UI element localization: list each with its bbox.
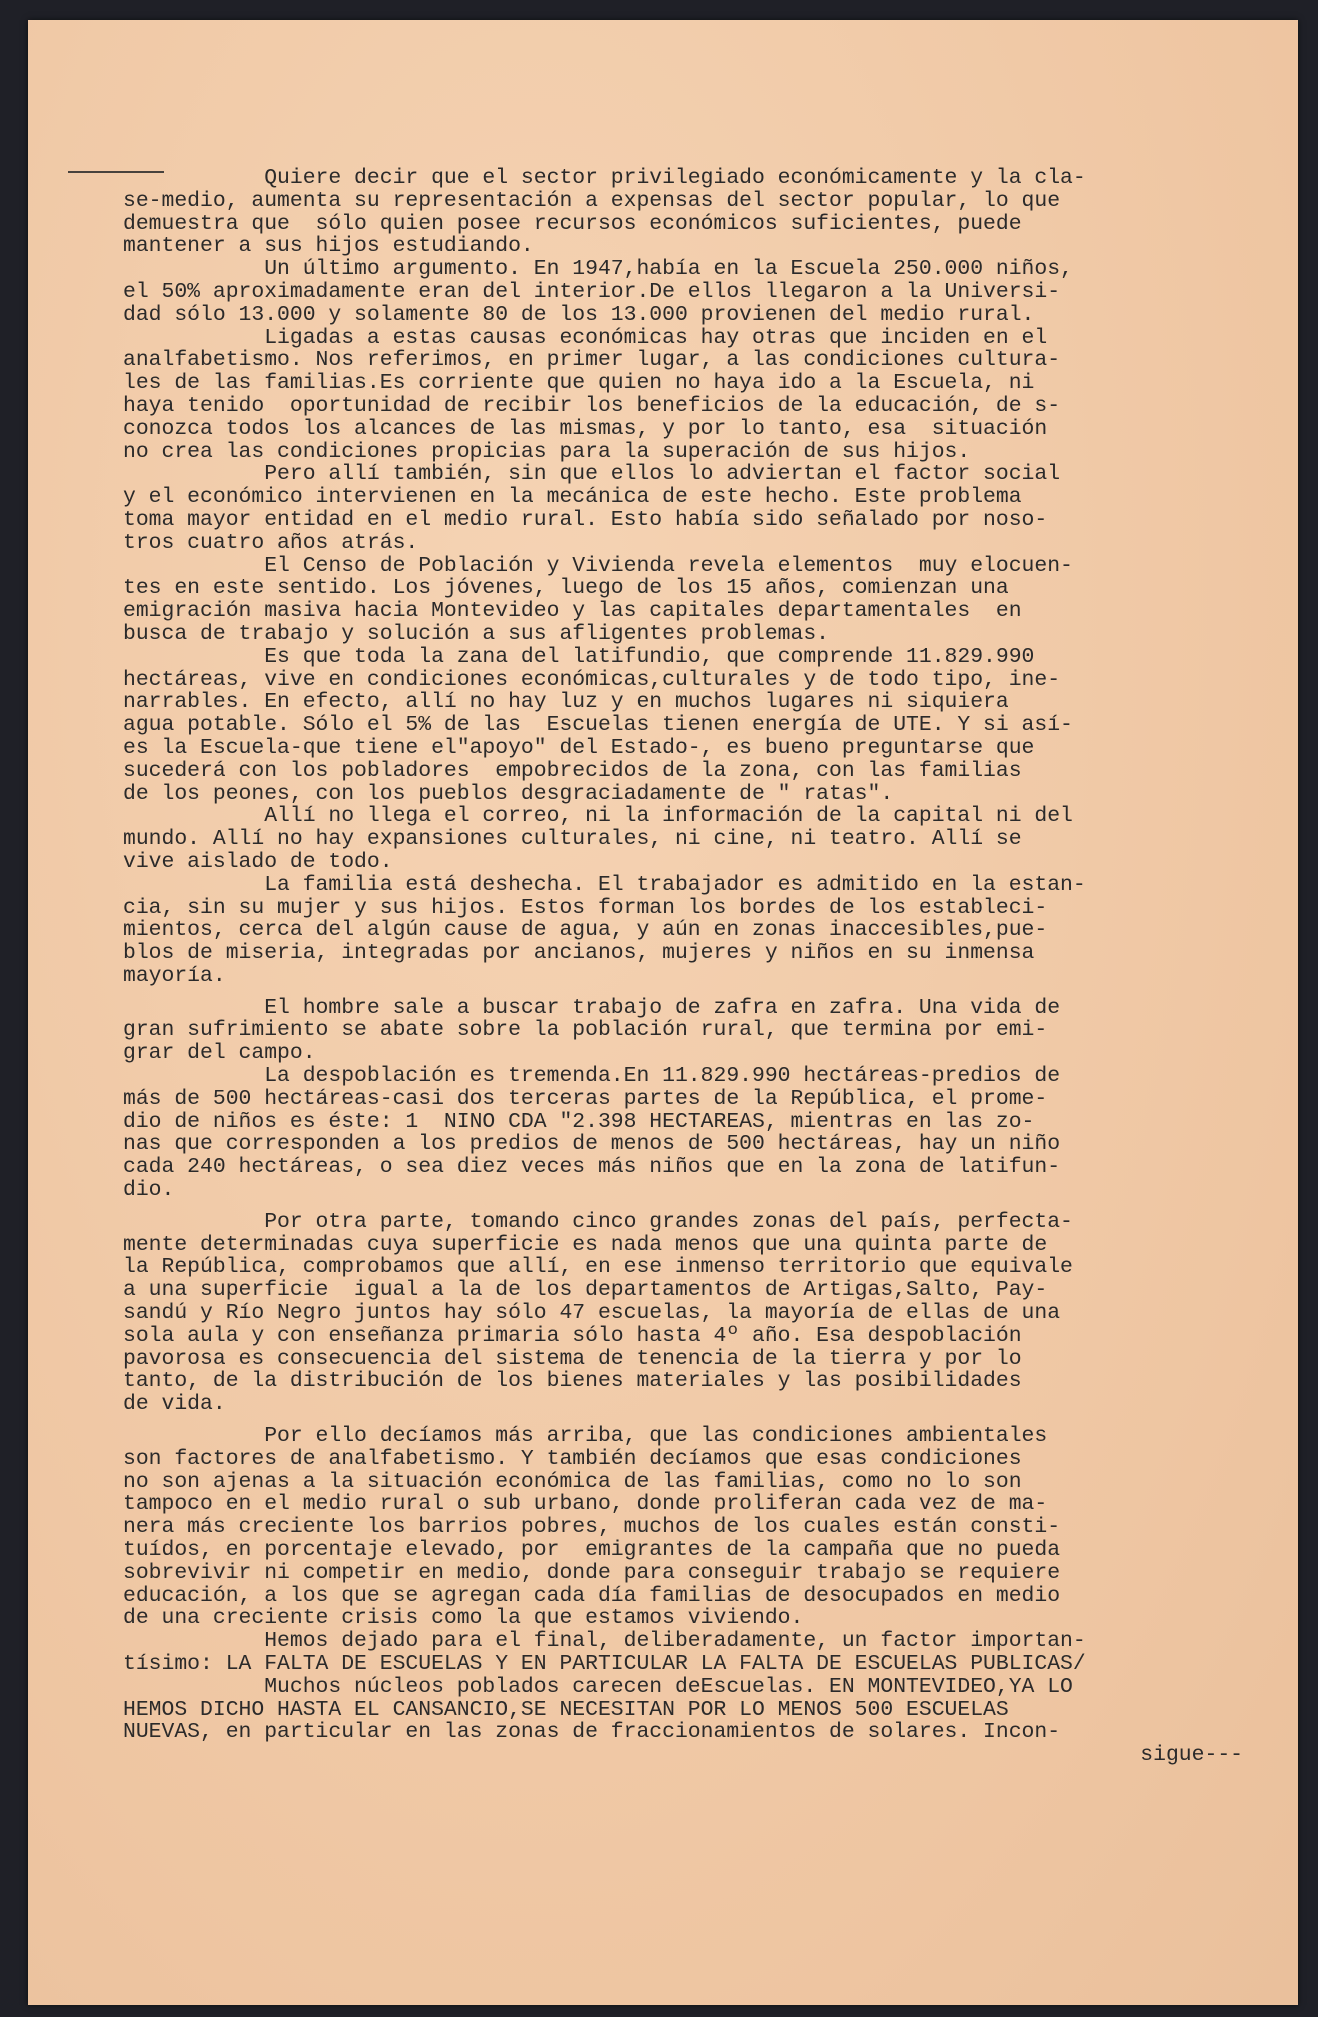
text-line: son factores de analfabetismo. Y también decíamos que esas condiciones <box>123 1446 1022 1471</box>
text-line: mayoría. <box>123 963 226 988</box>
text-line: Ligadas a estas causas económicas hay otras que inciden en el <box>123 325 1048 350</box>
paragraph <box>123 463 1273 554</box>
text-line: toma mayor entidad en el medio rural. Esto había sido señalado por noso- <box>123 507 1048 532</box>
text-line: emigración masiva hacia Montevideo y las capitales departamentales en <box>123 599 1022 624</box>
text-line: sandú y Río Negro juntos hay sólo 47 escuelas, la mayoría de ellas de una <box>123 1301 1061 1326</box>
text-line: más de 500 hectáreas-casi dos terceras partes de la República, el prome- <box>123 1086 1048 1111</box>
paragraph <box>123 555 1273 646</box>
text-line: se-medio, aumenta su representación a expensas del sector popular, lo que <box>123 188 1061 213</box>
text-line: haya tenido oportunidad de recibir los beneficios de la educación, de s- <box>123 393 1061 418</box>
text-line: Allí no llega el correo, ni la información de la capital ni del <box>123 804 1073 829</box>
paragraph <box>123 167 1273 258</box>
text-line: de los peones, con los pueblos desgraciadamente de " ratas". <box>123 781 894 806</box>
paragraph <box>123 997 1273 1065</box>
continuation-note: sigue--- <box>1140 1743 1243 1768</box>
text-line: la República, comprobamos que allí, en ese inmenso territorio que equivale <box>123 1255 1073 1280</box>
text-line: y el económico intervienen en la mecánica de este hecho. Este problema <box>123 485 1022 510</box>
text-line: demuestra que sólo quien posee recursos económicos suficientes, puede <box>123 211 1022 236</box>
text-line: mundo. Allí no hay expansiones culturales, ni cine, ni teatro. Allí se <box>123 827 1022 852</box>
text-line: cada 240 hectáreas, o sea diez veces más niños que en la zona de latifun- <box>123 1155 1061 1180</box>
text-line: educación, a los que se agregan cada día familias de desocupados en medio <box>123 1583 1061 1608</box>
text-line: nas que corresponden a los predios de menos de 500 hectáreas, hay un niño <box>123 1132 1061 1157</box>
text-line: Un último argumento. En 1947,había en la Escuela 250.000 niños, <box>123 257 1073 282</box>
paragraph <box>123 327 1273 464</box>
text-line: tampoco en el medio rural o sub urbano, donde proliferan cada vez de ma- <box>123 1492 1048 1517</box>
text-line: NUEVAS, en particular en las zonas de fraccionamientos de solares. Incon- <box>123 1720 1061 1745</box>
text-line: Hemos dejado para el final, deliberadamente, un factor importan- <box>123 1629 1086 1654</box>
text-line: agua potable. Sólo el 5% de las Escuelas tienen energía de UTE. Y si así- <box>123 713 1073 738</box>
text-line: no crea las condiciones propicias para la superación de sus hijos. <box>123 439 971 464</box>
text-line: gran sufrimiento se abate sobre la población rural, que termina por emi- <box>123 1018 1048 1043</box>
text-line: tuídos, en porcentaje elevado, por emigrantes de la campaña que no pueda <box>123 1538 1061 1563</box>
text-line: vive aislado de todo. <box>123 849 393 874</box>
text-line: sucederá con los pobladores empobrecidos de la zona, con las familias <box>123 758 1022 783</box>
text-line: de una creciente crisis como la que estamos viviendo. <box>123 1606 804 1631</box>
paragraph <box>123 646 1273 806</box>
text-line: blos de miseria, integradas por ancianos, mujeres y niños en su inmensa <box>123 941 1035 966</box>
document-body <box>123 167 1273 1767</box>
typewritten-page <box>28 20 1298 2005</box>
text-line: mantener a sus hijos estudiando. <box>123 234 534 259</box>
text-line: El Censo de Población y Vivienda revela elementos muy elocuen- <box>123 553 1073 578</box>
text-line: nera más creciente los barrios pobres, muchos de los cuales están consti- <box>123 1515 1061 1540</box>
text-line: el 50% aproximadamente eran del interior.De ellos llegaron a la Universi- <box>123 279 1061 304</box>
text-line: La despoblación es tremenda.En 11.829.990 hectáreas-predios de <box>123 1064 1061 1089</box>
text-line: Por ello decíamos más arriba, que las condiciones ambientales <box>123 1424 1048 1449</box>
text-line: Quiere decir que el sector privilegiado económicamente y la cla- <box>123 166 1086 190</box>
text-line: cia, sin su mujer y sus hijos. Estos forman los bordes de los estableci- <box>123 895 1048 920</box>
text-line: La familia está deshecha. El trabajador es admitido en la estan- <box>123 872 1086 897</box>
text-line: es la Escuela-que tiene el"apoyo" del Estado-, es bueno preguntarse que <box>123 735 1035 760</box>
text-line: Es que toda la zana del latifundio, que comprende 11.829.990 <box>123 644 1035 669</box>
text-line: dio. <box>123 1178 175 1203</box>
text-line: busca de trabajo y solución a sus afligentes problemas. <box>123 621 830 646</box>
text-line: sobrevivir ni competir en medio, donde para conseguir trabajo se requiere <box>123 1560 1061 1585</box>
text-line: tanto, de la distribución de los bienes materiales y las posibilidades <box>123 1369 1022 1394</box>
paragraph <box>123 1425 1273 1630</box>
text-line: dad sólo 13.000 y solamente 80 de los 13.000 provienen del medio rural. <box>123 302 1035 327</box>
text-line: pavorosa es consecuencia del sistema de tenencia de la tierra y por lo <box>123 1346 1022 1371</box>
text-line: Muchos núcleos poblados carecen deEscuelas. EN MONTEVIDEO,YA LO <box>123 1674 1073 1699</box>
text-line: mientos, cerca del algún cause de agua, y aún en zonas inaccesibles,pue- <box>123 918 1048 943</box>
paragraph <box>123 1211 1273 1416</box>
text-line: tros cuatro años atrás. <box>123 530 419 555</box>
paragraph <box>123 1676 1273 1744</box>
text-line: grar del campo. <box>123 1041 316 1066</box>
paragraph <box>123 874 1273 988</box>
text-line: HEMOS DICHO HASTA EL CANSANCIO,SE NECESITAN POR LO MENOS 500 ESCUELAS <box>123 1697 1009 1722</box>
text-line: de vida. <box>123 1392 226 1417</box>
text-line: dio de niños es éste: 1 NINO CDA "2.398 HECTAREAS, mientras en las zo- <box>123 1109 1035 1134</box>
text-line: Por otra parte, tomando cinco grandes zonas del país, perfecta- <box>123 1209 1073 1234</box>
text-line: tes en este sentido. Los jóvenes, luego de los 15 años, comienzan una <box>123 576 1009 601</box>
text-line: a una superficie igual a la de los departamentos de Artigas,Salto, Pay- <box>123 1278 1048 1303</box>
text-line: les de las familias.Es corriente que quien no haya ido a la Escuela, ni <box>123 371 1035 396</box>
paragraph <box>123 258 1273 326</box>
text-line: tísimo: LA FALTA DE ESCUELAS Y EN PARTICULAR LA FALTA DE ESCUELAS PUBLICAS/ <box>123 1652 1086 1676</box>
text-line: sola aula y con enseñanza primaria sólo hasta 4º año. Esa despoblación <box>123 1323 1022 1348</box>
paragraph <box>123 805 1273 873</box>
text-line: mente determinadas cuya superficie es nada menos que una quinta parte de <box>123 1232 1048 1257</box>
paragraph <box>123 1630 1273 1676</box>
text-line: hectáreas, vive en condiciones económicas,culturales y de todo tipo, ine- <box>123 667 1061 692</box>
text-line: El hombre sale a buscar trabajo de zafra en zafra. Una vida de <box>123 995 1061 1020</box>
text-line: no son ajenas a la situación económica de las familias, como no lo son <box>123 1469 1022 1494</box>
paragraph <box>123 1065 1273 1202</box>
text-line: narrables. En efecto, allí no hay luz y en muchos lugares ni siquiera <box>123 690 1009 715</box>
text-line: analfabetismo. Nos referimos, en primer lugar, a las condiciones cultura- <box>123 348 1061 373</box>
text-line: conozca todos los alcances de las mismas, y por lo tanto, esa situación <box>123 416 1048 441</box>
text-line: Pero allí también, sin que ellos lo adviertan el factor social <box>123 462 1061 487</box>
